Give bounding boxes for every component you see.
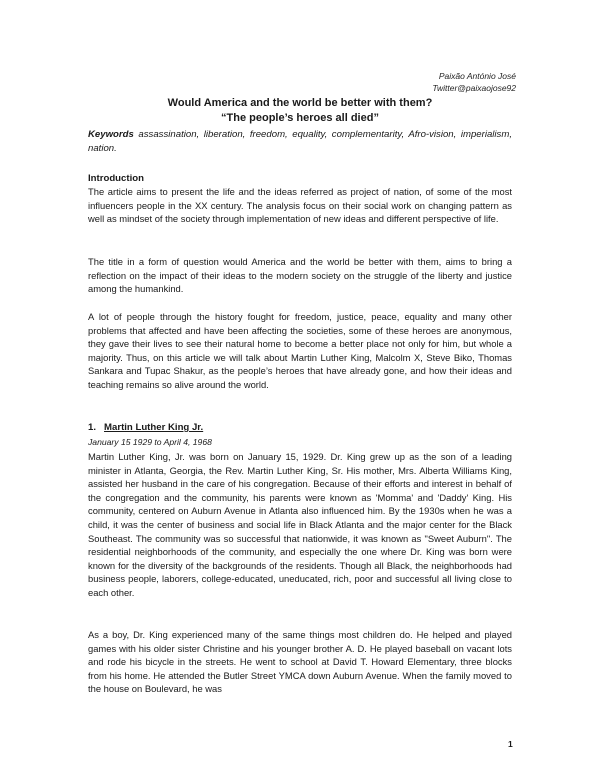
keywords-text: assassination, liberation, freedom, equality, complementarity, Afro-vision, imperialism, nation.	[88, 129, 512, 154]
section-1-paragraph-2: As a boy, Dr. King experienced many of the same things most children do. He helped and played games with his older sister Christine and his younger brother A. D. He played baseball on vacant lots and rode his bicycle in the streets. He went to school at David T. Howard Elementary, three blocks from his home. He attended the Butler Street YMCA down Auburn Avenue. When the family moved to the house on Boulevard, he was	[88, 629, 512, 695]
keywords-block	[88, 128, 512, 155]
section-1-heading	[88, 421, 203, 434]
section-1-paragraph-1: Martin Luther King, Jr. was born on January 15, 1929. Dr. King grew up as the son of a leading minister in Atlanta, Georgia, the Rev. Martin Luther King, Sr. His mother, Mrs. Alberta Williams King, assisted her husband in the care of his congregation. Because of their efforts and interest in behalf of the congregation and the community, his parents were known as 'Momma' and 'Daddy' King. His community, centered on Auburn Avenue in Atlanta also influenced him. By the 1930s when he was a child, it was the center of business and social life in Black Atlanta and the major center for the Black Southeast. The community was so successful that nationwide, it was known as "Sweet Auburn". The residential neighborhoods of the community, and especially the one where Dr. King was born were known for the diversity of the backgrounds of the residents. Though all Black, the neighborhoods had business people, laborers, college-educated, uneducated, rich, poor and successful all living close to each other.	[88, 451, 512, 598]
keywords-label: Keywords	[88, 129, 134, 140]
title-line-1: Would America and the world be better with them?	[167, 97, 433, 109]
introduction-heading: Introduction	[88, 173, 144, 184]
section-1-dates: January 15 1929 to April 4, 1968	[88, 437, 212, 447]
page-number: 1	[508, 739, 513, 749]
section-1-number: 1.	[88, 422, 97, 433]
author-name: Paixão António José	[438, 71, 516, 81]
intro-paragraph-1: The article aims to present the life and the ideas referred as project of nation, of some of the most influencers people in the XX century. The analysis focus on their social work on changing pattern as well as mindset of the society through implementation of new ideas and different perspective of life.	[88, 186, 512, 225]
section-1-title: Martin Luther King Jr.	[104, 422, 204, 433]
document-title	[88, 96, 512, 126]
author-twitter: Twitter@paixaojose92	[432, 83, 516, 93]
intro-paragraph-3: A lot of people through the history fought for freedom, justice, peace, equality and many other problems that affected and have been affecting the societies, some of these heroes are anonymous, they gave their lives to see their natural home to become a better place not only for him, but whole a majority. Thus, on this article we will talk about Martin Luther King, Malcolm X, Steve Biko, Thomas Sankara and Tupac Shakur, as the people’s heroes that have already gone, and how their ideas and teaching remains so alive around the world.	[88, 311, 512, 390]
intro-paragraph-2: The title in a form of question would America and the world be better with them, aims to bring a reflection on the impact of their ideas to the modern society on the struggle of the liberty and justice among the humankind.	[88, 256, 512, 295]
author-block	[432, 70, 516, 94]
title-line-2: “The people’s heroes all died”	[221, 112, 379, 124]
